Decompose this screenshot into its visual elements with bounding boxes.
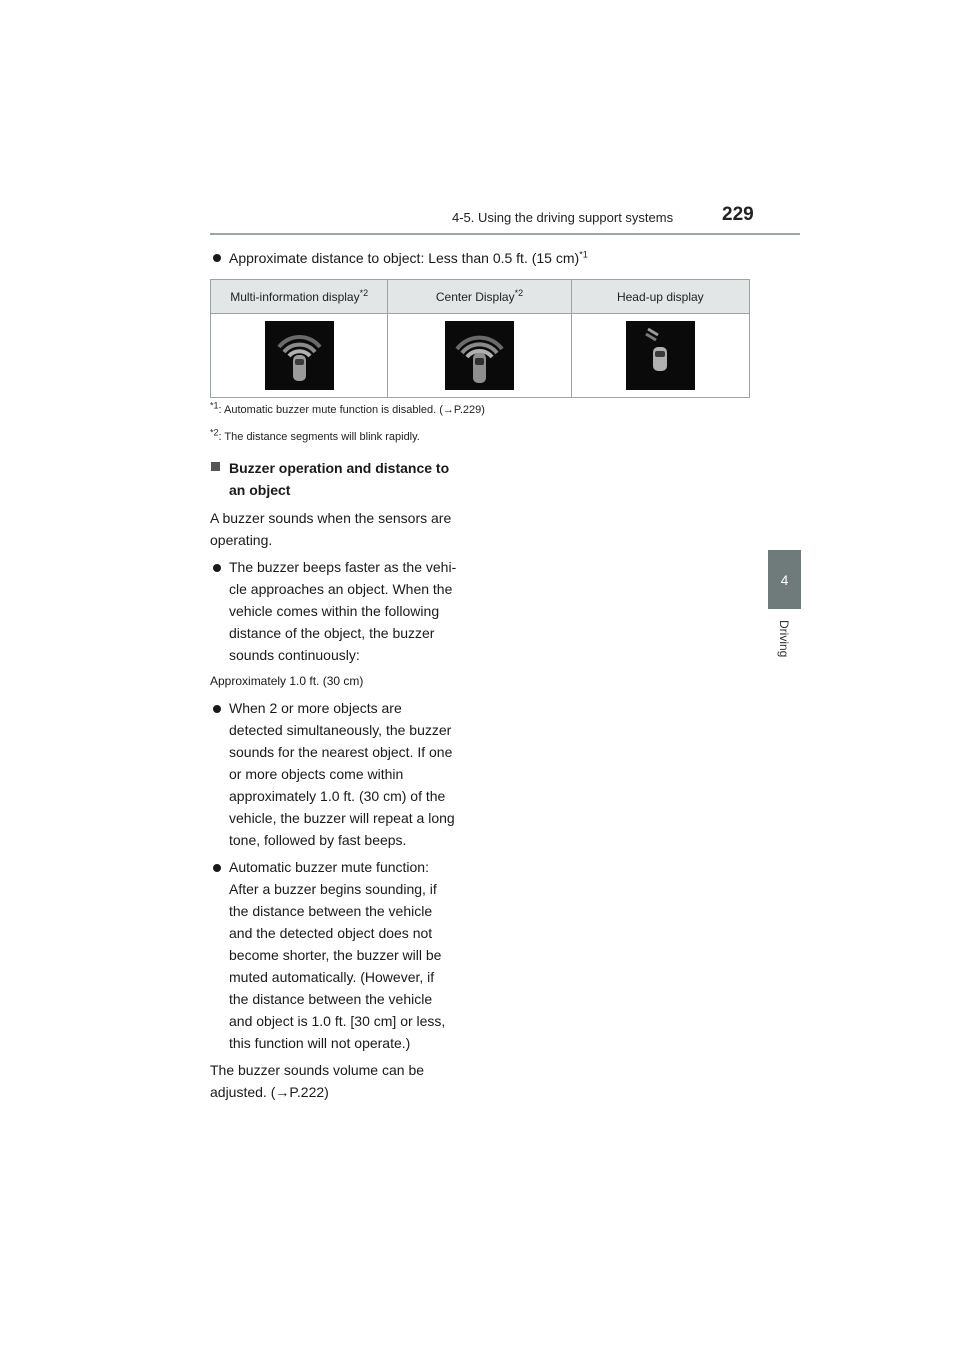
table-image-row [211,314,750,398]
footnote-1: $^{*1}$: Automatic buzzer mute function is disabled. (→P.229) [210,400,485,416]
chapter-label: Driving [777,620,791,658]
table-header-row [211,280,750,314]
display-table [210,279,750,398]
bullet-dot [213,564,221,572]
header-center-display: Center Display$^{*2}$ [388,280,571,314]
center-display-image [445,321,514,390]
header-multi-info: Multi-information display$^{*2}$ [211,280,388,314]
multi-info-display-image [265,321,334,390]
top-bullet-sup: *1 [579,249,588,260]
bullet-dot [213,864,221,872]
bullet-multiple-objects: When 2 or more objects are detected simultaneously, the buzzer sounds for the nearest object. If one or more objects come within approximately 1.0 ft. (30 cm) of the vehicle, the buzzer will repeat a long tone, followed by fast beeps. [229,700,455,848]
header-rule [210,233,800,235]
bullet-dot [213,254,221,262]
header-head-up: Head-up display [571,280,749,314]
bullet-auto-mute: Automatic buzzer mute function: After a buzzer begins sounding, if the distance between the vehicle and the detected object does not become shorter, the buzzer will be muted automatically. (However, if the distance between the vehicle and object is 1.0 ft. [30 cm] or less, this function will not operate.) [229,859,446,1051]
square-bullet-icon [211,462,220,471]
chapter-tab [768,550,801,609]
top-bullet [229,247,588,269]
cell-head-up-image [571,314,749,398]
chapter-number: 4 [780,571,789,588]
page-number: 229 [722,204,754,225]
head-up-display-image [626,321,695,390]
bullet-buzzer-beeps: The buzzer beeps faster as the vehi- cle approaches an object. When the vehicle comes within the following distance of the object, the buzzer sounds continuously: [229,559,457,663]
intro-paragraph: A buzzer sounds when the sensors are operating. [210,510,452,548]
section-title: 4-5. Using the driving support systems [452,210,674,225]
top-bullet-text: Approximate distance to object: Less than 0.5 ft. (15 cm) [229,250,580,266]
distance-note: Approximately 1.0 ft. (30 cm) [210,674,364,688]
footnote-2: $^{*2}$: The distance segments will blink rapidly. [210,427,420,443]
cell-multi-info-image [211,314,388,398]
cell-center-display-image [388,314,571,398]
bullet-dot [213,705,221,713]
closing-paragraph: The buzzer sounds volume can be adjusted. (→P.222) [210,1062,425,1100]
section-heading: Buzzer operation and distance to an object [229,460,450,498]
